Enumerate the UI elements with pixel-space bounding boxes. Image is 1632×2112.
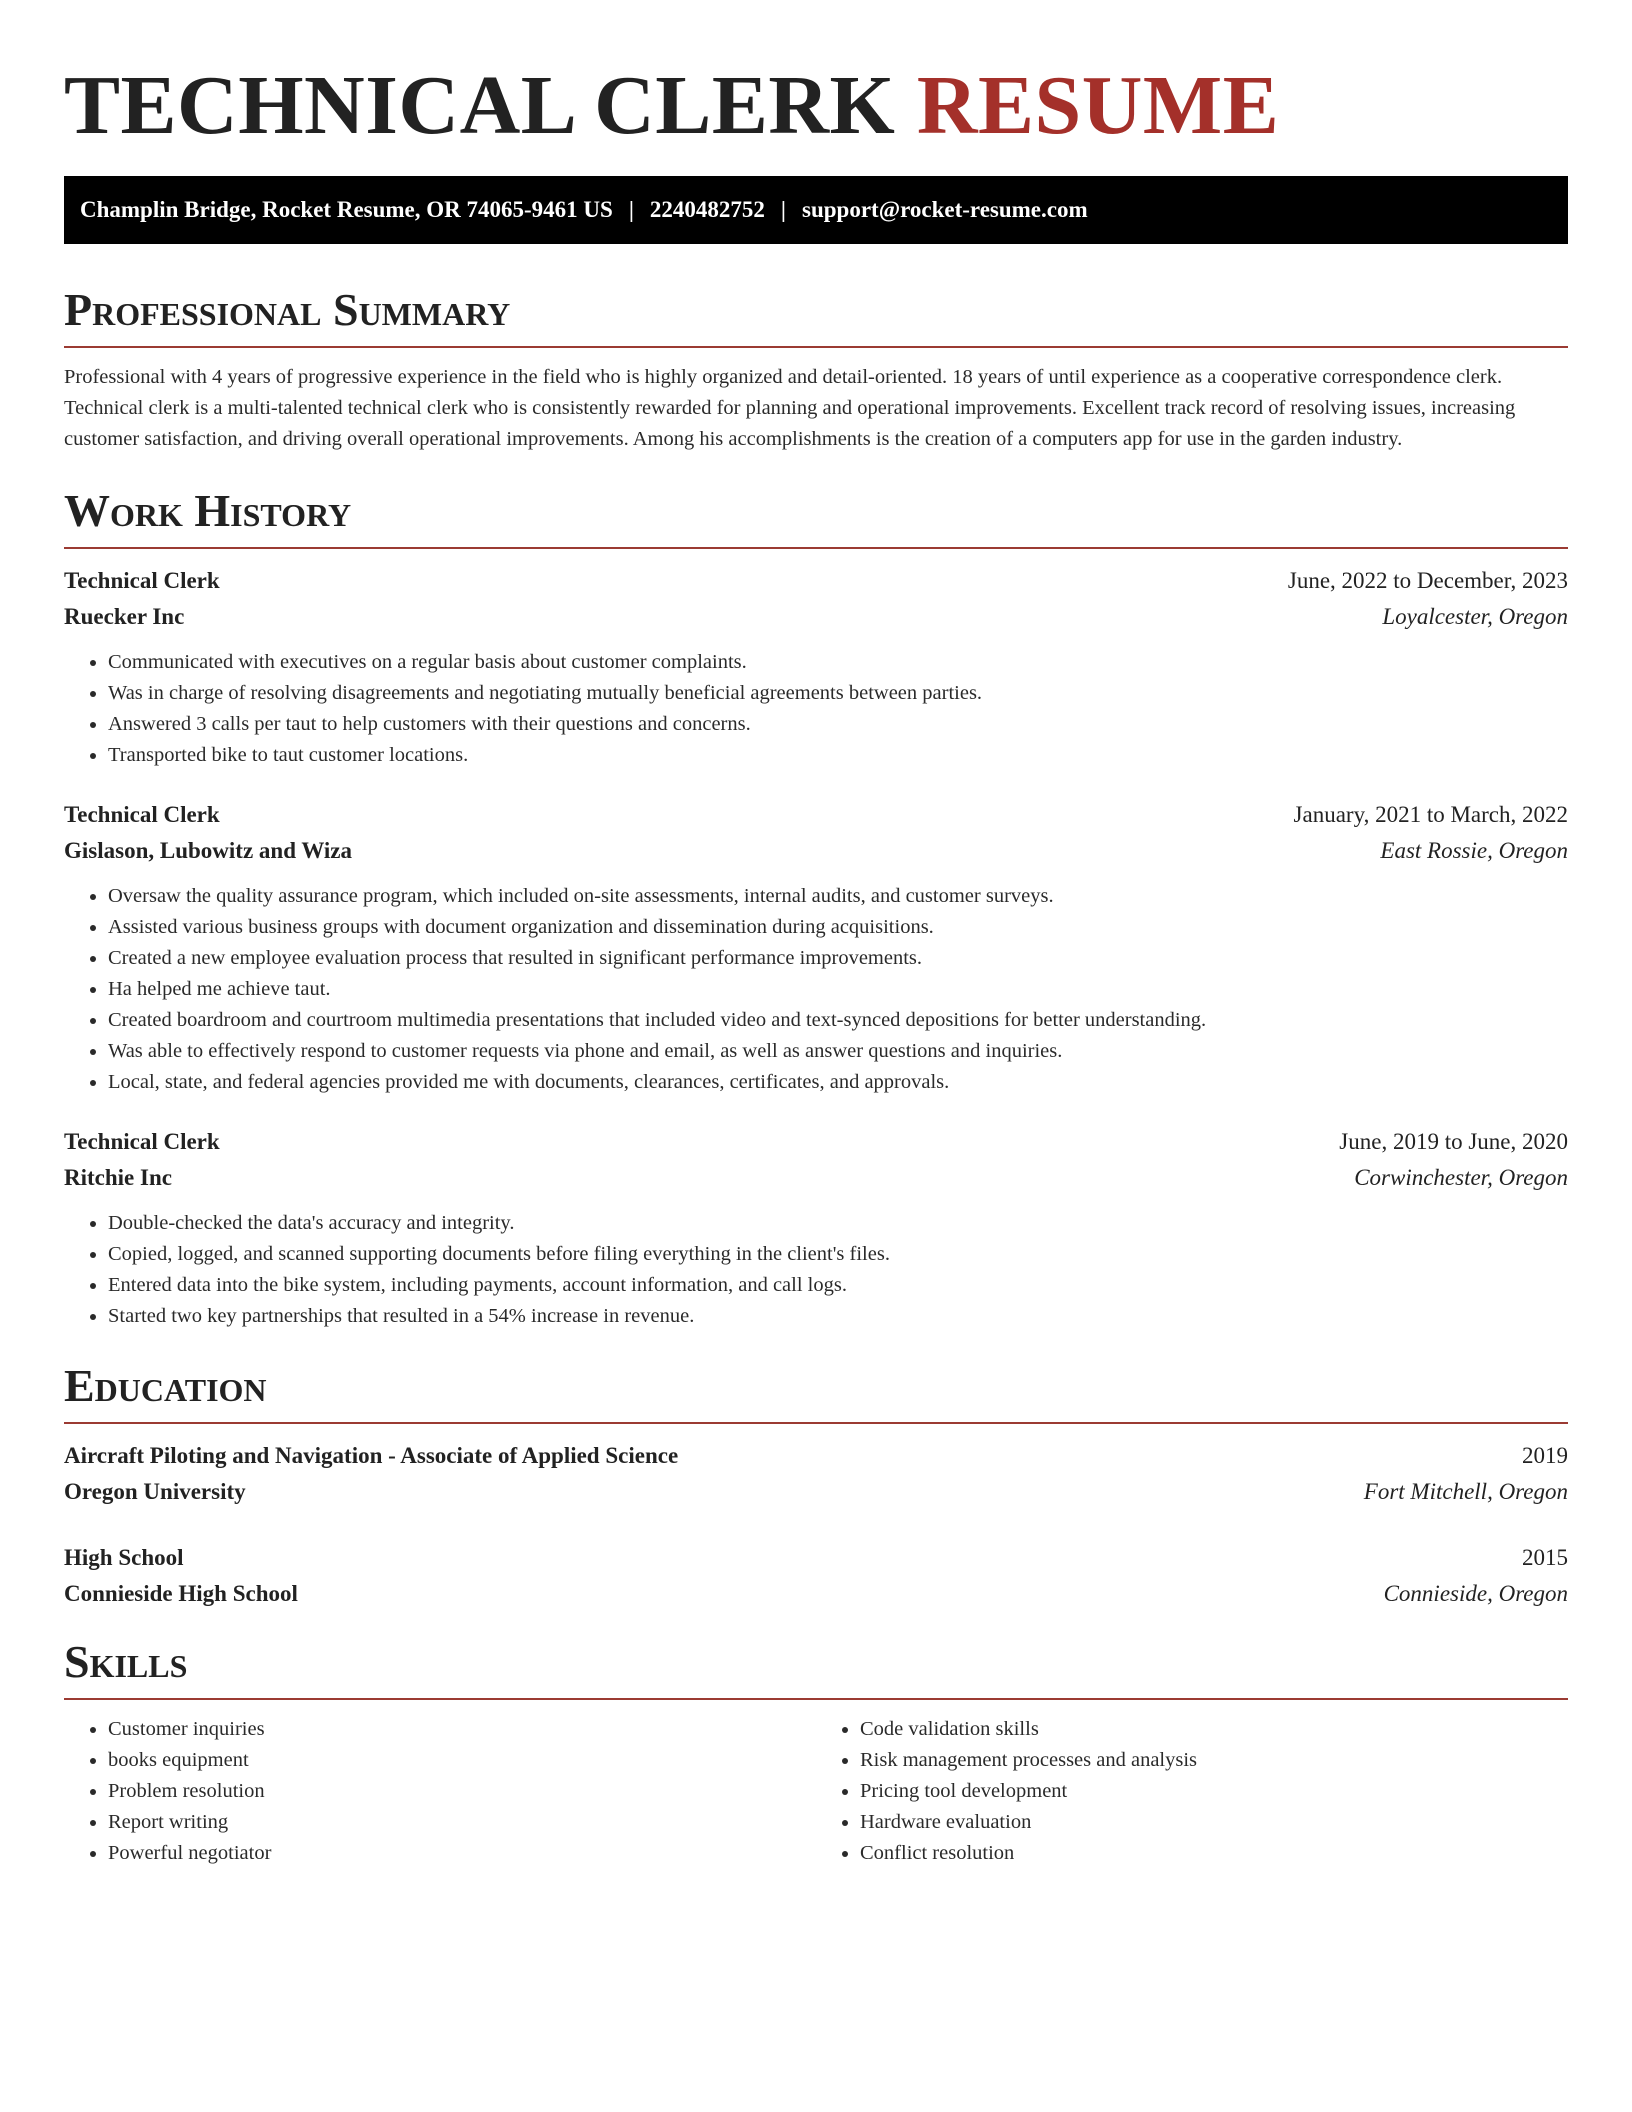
employer-name: Ruecker Inc: [64, 604, 185, 629]
job-bullet: • Transported bike to taut customer locations.: [108, 740, 1568, 771]
job-bullet: • Copied, logged, and scanned supporting documents before filing everything in the client's files.: [108, 1239, 1568, 1270]
section-heading-summary: Professional Summary: [64, 284, 511, 335]
job-bullet: • Communicated with executives on a regular basis about customer complaints.: [108, 647, 1568, 678]
employer-name: Ritchie Inc: [64, 1165, 172, 1190]
job-bullet: • Double-checked the data's accuracy and integrity.: [108, 1208, 1568, 1239]
job-bullet: • Was in charge of resolving disagreements and negotiating mutually beneficial agreements between parties.: [108, 678, 1568, 709]
job-title: Technical Clerk: [64, 568, 220, 593]
skill-item: • books equipment: [108, 1745, 816, 1776]
education-entry: [64, 1438, 1568, 1510]
title-accent: RESUME: [916, 59, 1280, 152]
education-section: [64, 1358, 1568, 1612]
job-bullet: • Started two key partnerships that resulted in a 54% increase in revenue.: [108, 1301, 1568, 1332]
resume-title: [64, 0, 1568, 176]
job-bullets: [64, 881, 1568, 1098]
section-divider: [64, 346, 1568, 348]
section-divider: [64, 547, 1568, 549]
job-entry: [64, 1124, 1568, 1332]
job-bullets: [64, 1208, 1568, 1332]
job-location: East Rossie, Oregon: [1380, 838, 1568, 863]
skills-list-right: [816, 1714, 1568, 1869]
skills-columns: [64, 1714, 1568, 1869]
job-title: Technical Clerk: [64, 1129, 220, 1154]
job-bullet: • Local, state, and federal agencies provided me with documents, clearances, certificates, and approvals.: [108, 1067, 1568, 1098]
job-bullet: • Created a new employee evaluation process that resulted in significant performance improvements.: [108, 943, 1568, 974]
work-history-section: [64, 483, 1568, 1332]
skill-item: • Powerful negotiator: [108, 1838, 816, 1869]
degree-name: Aircraft Piloting and Navigation - Associate of Applied Science: [64, 1443, 679, 1468]
graduation-year: 2015: [1522, 1545, 1568, 1570]
section-heading-education: Education: [64, 1360, 267, 1411]
summary-text: Professional with 4 years of progressive experience in the field who is highly organized and detail-oriented. 18 years of until experience as a cooperative correspondence clerk. Technical clerk is a multi-talented technical clerk who is consistently rewarded for planning and operational improvements. Excellent track record of resolving issues, increasing customer satisfaction, and driving overall operational improvements. Among his accomplishments is the creation of a computers app for use in the garden industry.: [64, 366, 1516, 450]
section-divider: [64, 1698, 1568, 1700]
job-dates: June, 2019 to June, 2020: [1339, 1129, 1568, 1154]
job-bullet: • Oversaw the quality assurance program, which included on-site assessments, internal audits, and customer surveys.: [108, 881, 1568, 912]
job-entry: [64, 563, 1568, 771]
skills-section: [64, 1634, 1568, 1869]
job-dates: January, 2021 to March, 2022: [1293, 802, 1568, 827]
contact-bar: [64, 176, 1568, 244]
job-entry: [64, 797, 1568, 1098]
job-bullet: • Created boardroom and courtroom multimedia presentations that included video and text-synced depositions for better understanding.: [108, 1005, 1568, 1036]
job-bullet: • Was able to effectively respond to customer requests via phone and email, as well as answer questions and inquiries.: [108, 1036, 1568, 1067]
graduation-year: 2019: [1522, 1443, 1568, 1468]
skill-item: • Problem resolution: [108, 1776, 816, 1807]
skills-list-left: [64, 1714, 816, 1869]
title-main: TECHNICAL CLERK: [64, 59, 896, 152]
skill-item: • Risk management processes and analysis: [860, 1745, 1568, 1776]
school-name: Connieside High School: [64, 1581, 298, 1606]
job-bullets: [64, 647, 1568, 771]
job-bullet: • Answered 3 calls per taut to help customers with their questions and concerns.: [108, 709, 1568, 740]
contact-separator: |: [780, 197, 786, 222]
skill-item: • Pricing tool development: [860, 1776, 1568, 1807]
section-heading-work: Work History: [64, 485, 352, 536]
job-bullet: • Entered data into the bike system, including payments, account information, and call logs.: [108, 1270, 1568, 1301]
job-dates: June, 2022 to December, 2023: [1287, 568, 1568, 593]
contact-separator: |: [628, 197, 634, 222]
skill-item: • Customer inquiries: [108, 1714, 816, 1745]
employer-name: Gislason, Lubowitz and Wiza: [64, 838, 353, 863]
job-location: Loyalcester, Oregon: [1382, 604, 1568, 629]
skill-item: • Hardware evaluation: [860, 1807, 1568, 1838]
school-location: Fort Mitchell, Oregon: [1363, 1479, 1568, 1504]
skill-item: • Report writing: [108, 1807, 816, 1838]
job-location: Corwinchester, Oregon: [1354, 1165, 1568, 1190]
summary-section: [64, 282, 1568, 455]
contact-email: support@rocket-resume.com: [802, 197, 1088, 222]
skill-item: • Conflict resolution: [860, 1838, 1568, 1869]
job-title: Technical Clerk: [64, 802, 220, 827]
contact-phone: 2240482752: [649, 197, 765, 222]
section-heading-skills: Skills: [64, 1636, 188, 1687]
education-entry: [64, 1540, 1568, 1612]
skill-item: • Code validation skills: [860, 1714, 1568, 1745]
contact-address: Champlin Bridge, Rocket Resume, OR 74065-9461 US: [80, 197, 613, 222]
school-name: Oregon University: [64, 1479, 246, 1504]
job-bullet: • Assisted various business groups with document organization and dissemination during acquisitions.: [108, 912, 1568, 943]
degree-name: High School: [64, 1545, 184, 1570]
job-bullet: • Ha helped me achieve taut.: [108, 974, 1568, 1005]
section-divider: [64, 1422, 1568, 1424]
school-location: Connieside, Oregon: [1383, 1581, 1568, 1606]
